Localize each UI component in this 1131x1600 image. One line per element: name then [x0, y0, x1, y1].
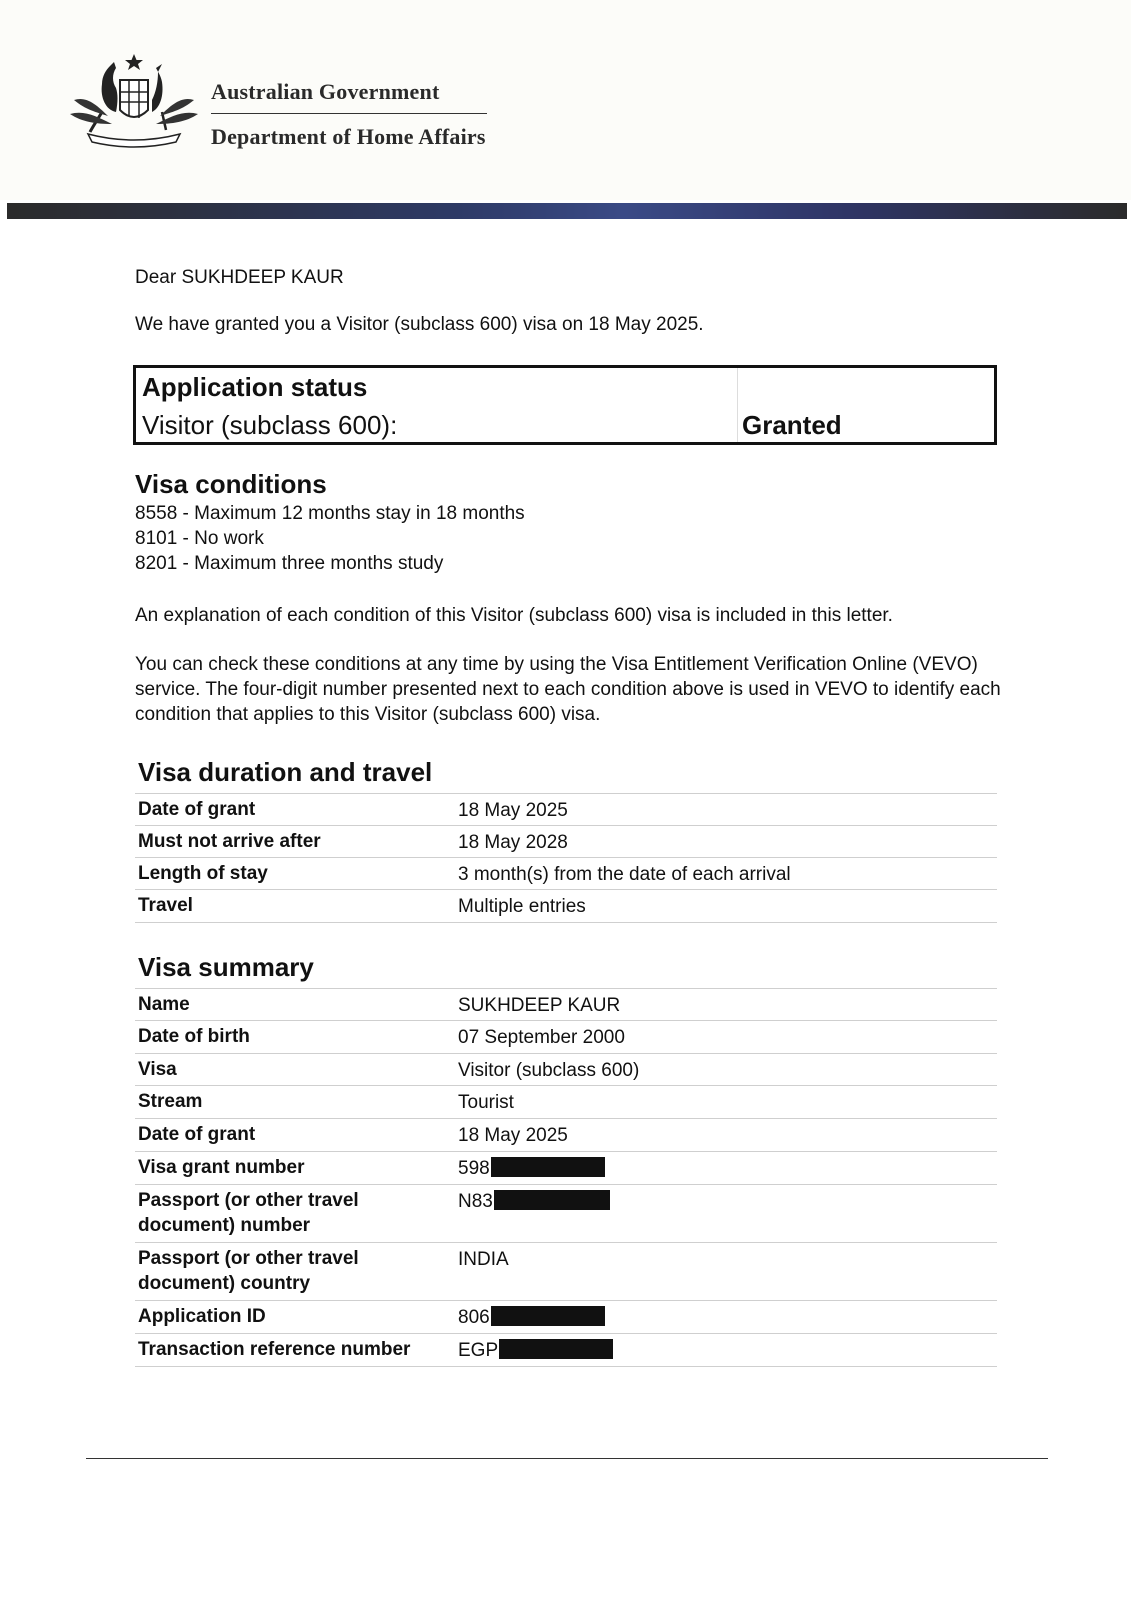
department-name: Department of Home Affairs — [211, 124, 486, 149]
row-label: Date of birth — [138, 1026, 250, 1047]
row-label: Date of grant — [138, 799, 256, 820]
row-value: INDIA — [458, 1249, 509, 1270]
table-row — [135, 858, 997, 890]
row-value: 18 May 2028 — [458, 832, 568, 853]
status-visa-label: Visitor (subclass 600): — [142, 410, 398, 440]
row-value-cell — [454, 1334, 997, 1366]
visa-conditions-heading: Visa conditions — [135, 469, 327, 499]
table-row — [135, 1021, 997, 1054]
redaction-bar — [494, 1190, 610, 1210]
visa-duration-table — [135, 793, 997, 923]
row-label: Application ID — [138, 1306, 266, 1327]
row-label: Name — [138, 994, 190, 1015]
table-row — [135, 1243, 997, 1301]
row-value: EGP — [458, 1340, 499, 1361]
coat-of-arms-icon — [66, 52, 202, 152]
status-value: Granted — [742, 410, 842, 440]
row-label: Travel — [138, 895, 193, 916]
row-label: Passport (or other travel document) number — [138, 1190, 359, 1236]
table-row — [135, 1185, 997, 1243]
row-value: 18 May 2025 — [458, 800, 568, 821]
row-label: Must not arrive after — [138, 831, 321, 852]
table-row — [135, 826, 997, 858]
row-label: Length of stay — [138, 863, 268, 884]
letterhead-rule — [211, 113, 487, 114]
redaction-bar — [491, 1157, 605, 1177]
table-row — [135, 1152, 997, 1185]
row-value-cell — [454, 1301, 997, 1333]
row-label: Transaction reference number — [138, 1339, 411, 1360]
grant-intro: We have granted you a Visitor (subclass 600) visa on 18 May 2025. — [135, 314, 704, 335]
row-label: Visa grant number — [138, 1157, 305, 1178]
row-value: 598 — [458, 1158, 490, 1179]
row-value: Multiple entries — [458, 896, 586, 917]
application-status-box — [133, 365, 997, 445]
table-row — [135, 890, 997, 923]
row-value: 07 September 2000 — [458, 1027, 625, 1048]
table-row — [135, 1119, 997, 1152]
conditions-explanation: An explanation of each condition of this Visitor (subclass 600) visa is included in this letter. — [135, 605, 893, 626]
table-row — [135, 1054, 997, 1086]
letterhead — [0, 0, 1131, 200]
condition-item: 8201 - Maximum three months study — [135, 553, 444, 574]
row-value: 806 — [458, 1307, 490, 1328]
salutation: Dear SUKHDEEP KAUR — [135, 267, 344, 288]
row-value: N83 — [458, 1191, 493, 1212]
row-label: Visa — [138, 1059, 177, 1080]
header-band — [7, 203, 1127, 219]
footer-rule — [86, 1458, 1048, 1459]
status-title: Application status — [142, 372, 368, 402]
government-name: Australian Government — [211, 79, 440, 104]
condition-item: 8101 - No work — [135, 528, 264, 549]
status-divider — [737, 368, 738, 442]
visa-summary-table — [135, 988, 997, 1367]
redaction-bar — [499, 1339, 613, 1359]
condition-item: 8558 - Maximum 12 months stay in 18 months — [135, 503, 525, 524]
row-value: Visitor (subclass 600) — [458, 1060, 640, 1081]
row-value-cell — [454, 1152, 997, 1184]
row-value: SUKHDEEP KAUR — [458, 995, 621, 1016]
row-value: 3 month(s) from the date of each arrival — [458, 864, 791, 885]
table-row — [135, 794, 997, 826]
vevo-paragraph: You can check these conditions at any time by using the Visa Entitlement Verification Online (VEVO) service. The four-digit number presented next to each condition above is used in VEVO to identify each condition that applies to this Visitor (subclass 600) visa. — [135, 654, 1001, 725]
row-label: Date of grant — [138, 1124, 256, 1145]
table-row — [135, 1086, 997, 1119]
visa-duration-heading: Visa duration and travel — [138, 757, 433, 787]
row-value: Tourist — [458, 1092, 514, 1113]
table-row — [135, 1301, 997, 1334]
row-label: Passport (or other travel document) country — [138, 1248, 359, 1294]
row-label: Stream — [138, 1091, 203, 1112]
visa-conditions-list — [135, 501, 525, 576]
table-row — [135, 989, 997, 1021]
visa-summary-heading: Visa summary — [138, 952, 314, 982]
row-value-cell — [454, 1185, 997, 1242]
redaction-bar — [491, 1306, 605, 1326]
row-value: 18 May 2025 — [458, 1125, 568, 1146]
table-row — [135, 1334, 997, 1367]
